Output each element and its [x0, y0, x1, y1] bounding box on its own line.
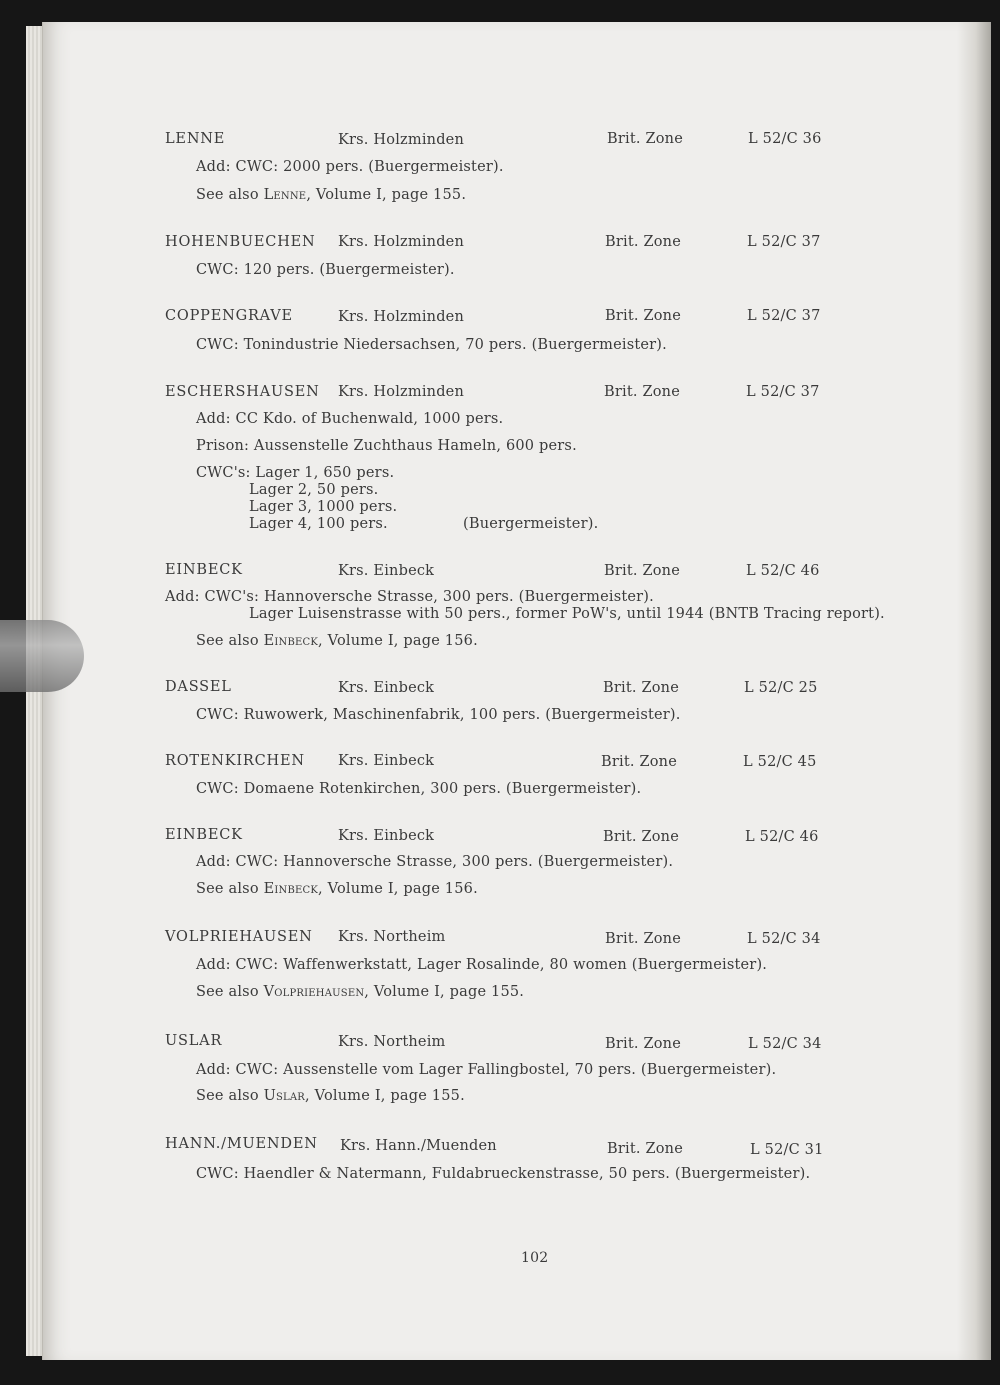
entry-zone: Brit. Zone — [605, 308, 681, 324]
entry-detail-line: Add: CWC: Hannoversche Strasse, 300 pers. (Buergermeister). — [196, 854, 674, 870]
entry-detail-line: Lager 2, 50 pers. — [249, 482, 379, 498]
entry-reference: L 52/C 45 — [743, 754, 817, 770]
entry-reference: L 52/C 37 — [746, 384, 820, 400]
entry-see-also: See also Uslar, Volume I, page 155. — [196, 1088, 465, 1104]
entry-place: USLAR — [165, 1033, 223, 1049]
entry-detail-line: CWC: 120 pers. (Buergermeister). — [196, 262, 455, 278]
entry-detail-line: Prison: Aussenstelle Zuchthaus Hameln, 600 pers. — [196, 438, 577, 454]
entry-detail-line: Add: CWC: Waffenwerkstatt, Lager Rosalinde, 80 women (Buergermeister). — [196, 957, 768, 973]
entry-district: Krs. Einbeck — [338, 753, 435, 769]
entry-zone: Brit. Zone — [603, 829, 679, 845]
entry-reference: L 52/C 31 — [750, 1142, 824, 1158]
page-number: 102 — [521, 1250, 549, 1266]
entry-reference: L 52/C 37 — [747, 308, 821, 324]
entry-see-also: See also Einbeck, Volume I, page 156. — [196, 633, 478, 649]
entry-zone: Brit. Zone — [604, 563, 680, 579]
entry-detail-line: Add: CWC: 2000 pers. (Buergermeister). — [196, 159, 504, 175]
entry-zone: Brit. Zone — [603, 680, 679, 696]
entry-detail-line: Add: CWC's: Hannoversche Strasse, 300 pers. (Buergermeister). — [165, 589, 654, 605]
entry-detail-line: Add: CWC: Aussenstelle vom Lager Fallingbostel, 70 pers. (Buergermeister). — [196, 1062, 777, 1078]
entry-district: Krs. Hann./Muenden — [340, 1138, 497, 1154]
entry-reference: L 52/C 34 — [747, 931, 821, 947]
entry-zone: Brit. Zone — [605, 1036, 681, 1052]
page-clip — [0, 620, 84, 692]
entry-zone: Brit. Zone — [605, 234, 681, 250]
entry-place: ESCHERSHAUSEN — [165, 384, 320, 400]
page-gutter-shadow — [957, 22, 991, 1360]
entry-place: EINBECK — [165, 827, 243, 843]
entry-detail-line: CWC's: Lager 1, 650 pers. — [196, 465, 395, 481]
entry-district: Krs. Northeim — [338, 1034, 446, 1050]
entry-reference: L 52/C 36 — [748, 131, 822, 147]
entry-zone: Brit. Zone — [601, 754, 677, 770]
entry-district: Krs. Holzminden — [338, 132, 465, 148]
entry-detail-line: CWC: Domaene Rotenkirchen, 300 pers. (Buergermeister). — [196, 781, 642, 797]
entry-detail-line: CWC: Haendler & Natermann, Fuldabrueckenstrasse, 50 pers. (Buergermeister). — [196, 1166, 811, 1182]
entry-place: VOLPRIEHAUSEN — [165, 929, 313, 945]
entry-district: Krs. Holzminden — [338, 384, 465, 400]
entry-detail-line: Add: CC Kdo. of Buchenwald, 1000 pers. — [196, 411, 504, 427]
entry-place: HANN./MUENDEN — [165, 1136, 318, 1152]
entry-zone: Brit. Zone — [604, 384, 680, 400]
entry-reference: L 52/C 46 — [746, 563, 820, 579]
entry-reference: L 52/C 46 — [745, 829, 819, 845]
entry-place: DASSEL — [165, 679, 232, 695]
entry-detail-line: Lager 3, 1000 pers. — [249, 499, 398, 515]
entry-see-also: See also Volpriehausen, Volume I, page 155. — [196, 984, 525, 1000]
entry-see-also: See also Einbeck, Volume I, page 156. — [196, 881, 478, 897]
entry-district: Krs. Holzminden — [338, 309, 465, 325]
entry-see-also: See also Lenne, Volume I, page 155. — [196, 187, 467, 203]
entry-place: LENNE — [165, 131, 226, 147]
entry-reference: L 52/C 34 — [748, 1036, 822, 1052]
entry-place: ROTENKIRCHEN — [165, 753, 305, 769]
entry-district: Krs. Einbeck — [338, 563, 435, 579]
entry-zone: Brit. Zone — [607, 131, 683, 147]
entry-reference: L 52/C 37 — [747, 234, 821, 250]
entry-district: Krs. Holzminden — [338, 234, 465, 250]
entry-district: Krs. Einbeck — [338, 828, 435, 844]
entry-district: Krs. Einbeck — [338, 680, 435, 696]
entry-place: HOHENBUECHEN — [165, 234, 316, 250]
entry-detail-line: Lager 4, 100 pers. — [249, 516, 388, 532]
entry-detail-line: CWC: Tonindustrie Niedersachsen, 70 pers. (Buergermeister). — [196, 337, 667, 353]
entry-zone: Brit. Zone — [607, 1141, 683, 1157]
entry-reference: L 52/C 25 — [744, 680, 818, 696]
entry-place: EINBECK — [165, 562, 243, 578]
entry-place: COPPENGRAVE — [165, 308, 293, 324]
entry-detail-line: Lager Luisenstrasse with 50 pers., former PoW's, until 1944 (BNTB Tracing report). — [249, 606, 885, 622]
entry-district: Krs. Northeim — [338, 929, 446, 945]
entry-detail-source: (Buergermeister). — [463, 516, 599, 532]
entry-detail-line: CWC: Ruwowerk, Maschinenfabrik, 100 pers. (Buergermeister). — [196, 707, 681, 723]
entry-zone: Brit. Zone — [605, 931, 681, 947]
